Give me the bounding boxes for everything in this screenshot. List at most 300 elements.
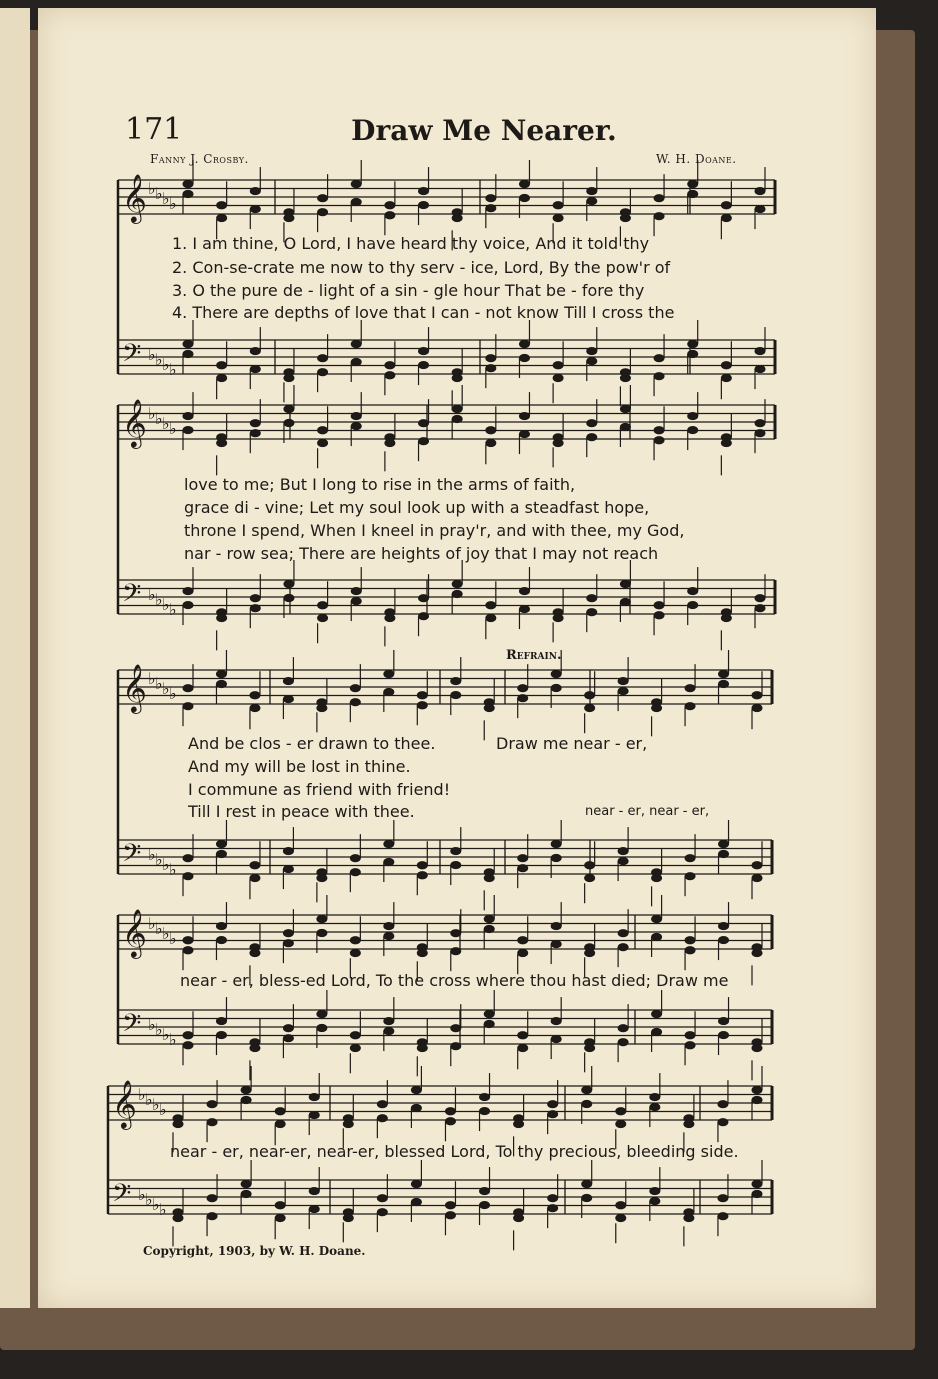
note-head — [652, 874, 662, 881]
flat-sign: ♭ — [145, 1190, 153, 1209]
note-head — [309, 1205, 319, 1212]
note-head — [250, 347, 260, 354]
note-head — [519, 340, 529, 347]
flat-sign: ♭ — [148, 845, 156, 864]
note-head — [216, 840, 226, 847]
note-head — [250, 605, 260, 612]
note-head — [587, 595, 597, 602]
note-head — [250, 420, 260, 427]
note-head — [250, 874, 260, 881]
lyric-verse4-line2: nar - row sea; There are heights of joy that I may not reach — [184, 544, 659, 563]
note-head — [484, 1010, 494, 1017]
note-head — [283, 695, 293, 702]
treble-clef: 𝄞 — [122, 663, 147, 712]
note-head — [551, 1035, 561, 1042]
note-head — [351, 422, 361, 429]
note-head — [385, 212, 395, 219]
note-head — [620, 374, 630, 381]
note-head — [519, 587, 529, 594]
note-head — [411, 1104, 421, 1111]
note-head — [183, 180, 193, 187]
lyric-refrain-line3: near - er, near-er, near-er, blessed Lord, To thy precious, bleeding side. — [170, 1142, 739, 1161]
note-head — [755, 420, 765, 427]
note-head — [518, 937, 528, 944]
lyric-verse1-line2: love to me; But I long to rise in the arms of faith, — [184, 475, 576, 494]
note-head — [518, 865, 528, 872]
note-head — [318, 439, 328, 446]
note-head — [585, 704, 595, 711]
flat-sign: ♭ — [169, 194, 177, 213]
note-head — [417, 1044, 427, 1051]
note-head — [486, 365, 496, 372]
note-head — [719, 1017, 729, 1024]
note-head — [650, 1197, 660, 1204]
note-head — [752, 1044, 762, 1051]
note-head — [721, 374, 731, 381]
note-head — [419, 201, 429, 208]
note-head — [620, 580, 630, 587]
note-head — [183, 685, 193, 692]
note-head — [419, 347, 429, 354]
lyric-refrain-start: Draw me near - er, — [496, 734, 648, 753]
note-head — [688, 190, 698, 197]
note-head — [351, 597, 361, 604]
flat-sign: ♭ — [155, 184, 163, 203]
note-head — [684, 1120, 694, 1127]
note-head — [283, 940, 293, 947]
note-head — [217, 374, 227, 381]
note-head — [718, 1101, 728, 1108]
flat-sign: ♭ — [148, 404, 156, 423]
flat-sign: ♭ — [155, 850, 163, 869]
note-head — [553, 374, 563, 381]
bass-clef: 𝄢 — [122, 839, 142, 874]
lyric-refrain-line2: near - er, bless-ed Lord, To the cross where thou hast died; Draw me — [180, 971, 729, 990]
note-head — [585, 874, 595, 881]
flat-sign: ♭ — [169, 1030, 177, 1049]
note-head — [548, 1205, 558, 1212]
note-head — [719, 922, 729, 929]
note-head — [654, 355, 664, 362]
note-head — [445, 1202, 455, 1209]
note-head — [183, 350, 193, 357]
note-head — [752, 862, 762, 869]
flat-sign: ♭ — [155, 350, 163, 369]
note-head — [618, 930, 628, 937]
note-head — [350, 855, 360, 862]
note-head — [318, 355, 328, 362]
note-head — [384, 858, 394, 865]
flat-sign: ♭ — [169, 600, 177, 619]
note-head — [452, 374, 462, 381]
note-head — [518, 1032, 528, 1039]
note-head — [284, 405, 294, 412]
note-head — [309, 1093, 319, 1100]
hymn-title: Draw Me Nearer. — [351, 114, 617, 147]
note-head — [582, 1100, 592, 1107]
note-head — [318, 602, 328, 609]
note-head — [755, 605, 765, 612]
note-head — [685, 947, 695, 954]
note-head — [616, 1214, 626, 1221]
note-head — [216, 670, 226, 677]
note-head — [618, 944, 628, 951]
note-head — [351, 198, 361, 205]
note-head — [755, 347, 765, 354]
note-head — [250, 430, 260, 437]
treble-clef: 𝄞 — [122, 173, 147, 222]
note-head — [486, 614, 496, 621]
note-head — [284, 594, 294, 601]
note-head — [385, 202, 395, 209]
lyric-verse3-line3: I commune as friend with friend! — [188, 780, 451, 799]
note-head — [183, 340, 193, 347]
note-head — [551, 670, 561, 677]
note-head — [417, 862, 427, 869]
note-head — [519, 412, 529, 419]
note-head — [275, 1214, 285, 1221]
note-head — [350, 1032, 360, 1039]
note-head — [419, 438, 429, 445]
hymn-number: 171 — [125, 112, 183, 147]
lyric-verse2-line3: And my will be lost in thine. — [188, 757, 411, 776]
note-head — [283, 677, 293, 684]
note-head — [684, 1214, 694, 1221]
flat-sign: ♭ — [162, 355, 170, 374]
note-head — [486, 439, 496, 446]
note-head — [384, 688, 394, 695]
note-head — [451, 1043, 461, 1050]
note-head — [173, 1120, 183, 1127]
note-head — [519, 180, 529, 187]
note-head — [685, 1042, 695, 1049]
note-head — [752, 1180, 762, 1187]
note-head — [548, 1195, 558, 1202]
note-head — [351, 587, 361, 594]
note-head — [587, 347, 597, 354]
note-head — [719, 680, 729, 687]
note-head — [548, 1111, 558, 1118]
note-head — [587, 609, 597, 616]
note-head — [351, 412, 361, 419]
note-head — [317, 704, 327, 711]
note-head — [587, 434, 597, 441]
note-head — [216, 1031, 226, 1038]
note-head — [654, 373, 664, 380]
note-head — [654, 602, 664, 609]
note-head — [350, 937, 360, 944]
note-head — [688, 426, 698, 433]
note-head — [217, 614, 227, 621]
note-head — [652, 1028, 662, 1035]
note-head — [719, 936, 729, 943]
note-head — [585, 862, 595, 869]
note-head — [452, 415, 462, 422]
note-head — [183, 601, 193, 608]
note-head — [250, 1044, 260, 1051]
flat-sign: ♭ — [148, 345, 156, 364]
note-head — [752, 874, 762, 881]
note-head — [719, 840, 729, 847]
note-head — [250, 187, 260, 194]
note-head — [250, 205, 260, 212]
note-head — [183, 190, 193, 197]
note-head — [183, 412, 193, 419]
flat-sign: ♭ — [162, 414, 170, 433]
note-head — [582, 1194, 592, 1201]
note-head — [685, 873, 695, 880]
note-head — [411, 1180, 421, 1187]
note-head — [452, 580, 462, 587]
bass-clef: 𝄢 — [122, 579, 142, 614]
note-head — [685, 703, 695, 710]
note-head — [385, 362, 395, 369]
note-head — [207, 1101, 217, 1108]
note-head — [309, 1187, 319, 1194]
note-head — [351, 358, 361, 365]
note-head — [654, 437, 664, 444]
note-head — [216, 1017, 226, 1024]
note-head — [283, 1025, 293, 1032]
note-head — [384, 840, 394, 847]
flat-sign: ♭ — [152, 1095, 160, 1114]
note-head — [721, 439, 731, 446]
note-head — [317, 1010, 327, 1017]
note-head — [620, 214, 630, 221]
note-head — [318, 195, 328, 202]
note-head — [250, 949, 260, 956]
note-head — [216, 850, 226, 857]
note-head — [318, 614, 328, 621]
note-head — [241, 1086, 251, 1093]
note-head — [652, 1010, 662, 1017]
lyric-verse1-line3: And be clos - er drawn to thee. — [188, 734, 436, 753]
note-head — [688, 180, 698, 187]
flat-sign: ♭ — [162, 924, 170, 943]
note-head — [719, 850, 729, 857]
note-head — [411, 1198, 421, 1205]
refrain-label: Refrain. — [506, 648, 562, 663]
note-head — [688, 340, 698, 347]
note-head — [518, 685, 528, 692]
flat-sign: ♭ — [169, 929, 177, 948]
flat-sign: ♭ — [162, 1025, 170, 1044]
treble-clef: 𝄞 — [112, 1079, 137, 1128]
note-head — [654, 427, 664, 434]
note-head — [350, 1044, 360, 1051]
note-head — [551, 684, 561, 691]
note-head — [217, 202, 227, 209]
note-head — [755, 430, 765, 437]
note-head — [618, 847, 628, 854]
note-head — [519, 605, 529, 612]
note-head — [618, 1025, 628, 1032]
note-head — [250, 365, 260, 372]
note-head — [486, 355, 496, 362]
note-head — [553, 362, 563, 369]
note-head — [484, 874, 494, 881]
note-head — [318, 427, 328, 434]
note-head — [652, 915, 662, 922]
note-head — [587, 357, 597, 364]
note-head — [417, 872, 427, 879]
flat-sign: ♭ — [155, 1020, 163, 1039]
note-head — [183, 426, 193, 433]
note-head — [250, 595, 260, 602]
bass-clef: 𝄢 — [122, 339, 142, 374]
note-head — [582, 1086, 592, 1093]
flat-sign: ♭ — [152, 1195, 160, 1214]
flat-sign: ♭ — [138, 1185, 146, 1204]
note-head — [384, 1027, 394, 1034]
note-head — [519, 354, 529, 361]
lyric-verse2-line2: grace di - vine; Let my soul look up with a steadfast hope, — [184, 498, 650, 517]
flat-sign: ♭ — [148, 1015, 156, 1034]
flat-sign: ♭ — [162, 679, 170, 698]
note-head — [719, 1031, 729, 1038]
note-head — [452, 405, 462, 412]
flat-sign: ♭ — [148, 585, 156, 604]
lyric-refrain-bass: near - er, near - er, — [585, 804, 710, 819]
note-head — [283, 847, 293, 854]
note-head — [317, 874, 327, 881]
note-head — [587, 187, 597, 194]
note-head — [275, 1202, 285, 1209]
lyric-verse1-line1: 1. I am thine, O Lord, I have heard thy voice, And it told thy — [172, 234, 650, 253]
note-head — [721, 202, 731, 209]
note-head — [616, 1108, 626, 1115]
note-head — [486, 205, 496, 212]
note-head — [217, 214, 227, 221]
note-head — [419, 361, 429, 368]
note-head — [616, 1120, 626, 1127]
note-head — [451, 677, 461, 684]
note-head — [587, 420, 597, 427]
bass-clef: 𝄢 — [112, 1179, 132, 1214]
copyright-notice: Copyright, 1903, by W. H. Doane. — [143, 1244, 366, 1258]
note-head — [553, 614, 563, 621]
flat-sign: ♭ — [148, 669, 156, 688]
note-head — [250, 704, 260, 711]
flat-sign: ♭ — [169, 860, 177, 879]
note-head — [685, 855, 695, 862]
note-head — [451, 948, 461, 955]
flat-sign: ♭ — [159, 1200, 167, 1219]
note-head — [183, 1032, 193, 1039]
note-head — [755, 365, 765, 372]
note-head — [350, 949, 360, 956]
note-head — [419, 187, 429, 194]
note-head — [519, 194, 529, 201]
note-head — [284, 580, 294, 587]
note-head — [317, 915, 327, 922]
lyric-verse4-line3: Till I rest in peace with thee. — [188, 802, 415, 821]
flat-sign: ♭ — [162, 855, 170, 874]
note-head — [350, 699, 360, 706]
note-head — [377, 1195, 387, 1202]
note-head — [486, 427, 496, 434]
note-head — [548, 1101, 558, 1108]
note-head — [585, 949, 595, 956]
note-head — [250, 692, 260, 699]
note-head — [688, 350, 698, 357]
note-head — [518, 695, 528, 702]
note-head — [551, 1017, 561, 1024]
note-head — [718, 1195, 728, 1202]
note-head — [377, 1101, 387, 1108]
note-head — [652, 704, 662, 711]
note-head — [585, 692, 595, 699]
note-head — [480, 1187, 490, 1194]
treble-clef: 𝄞 — [122, 398, 147, 447]
note-head — [207, 1119, 217, 1126]
flat-sign: ♭ — [148, 179, 156, 198]
note-head — [718, 1213, 728, 1220]
note-head — [275, 1120, 285, 1127]
note-head — [752, 1190, 762, 1197]
note-head — [445, 1118, 455, 1125]
note-head — [553, 214, 563, 221]
flat-sign: ♭ — [138, 1085, 146, 1104]
note-head — [284, 419, 294, 426]
note-head — [518, 949, 528, 956]
flat-sign: ♭ — [169, 419, 177, 438]
note-head — [284, 214, 294, 221]
note-head — [721, 614, 731, 621]
note-head — [518, 855, 528, 862]
note-head — [317, 929, 327, 936]
note-head — [217, 439, 227, 446]
flat-sign: ♭ — [169, 360, 177, 379]
note-head — [283, 930, 293, 937]
note-head — [755, 595, 765, 602]
note-head — [618, 857, 628, 864]
note-head — [377, 1115, 387, 1122]
lyric-verse3-line1: 3. O the pure de - light of a sin - gle hour That be - fore thy — [172, 281, 645, 300]
note-head — [351, 340, 361, 347]
note-head — [451, 861, 461, 868]
note-head — [650, 1103, 660, 1110]
note-head — [183, 1042, 193, 1049]
note-head — [718, 1119, 728, 1126]
note-head — [486, 602, 496, 609]
note-head — [484, 915, 494, 922]
note-head — [685, 685, 695, 692]
note-head — [519, 430, 529, 437]
note-head — [275, 1108, 285, 1115]
note-head — [553, 439, 563, 446]
note-head — [351, 180, 361, 187]
note-head — [514, 1214, 524, 1221]
note-head — [216, 936, 226, 943]
note-head — [551, 922, 561, 929]
note-head — [451, 691, 461, 698]
note-head — [419, 613, 429, 620]
flat-sign: ♭ — [159, 1100, 167, 1119]
note-head — [654, 612, 664, 619]
note-head — [183, 587, 193, 594]
note-head — [752, 704, 762, 711]
note-head — [385, 372, 395, 379]
bass-clef: 𝄢 — [122, 1009, 142, 1044]
note-head — [618, 1039, 628, 1046]
note-head — [350, 685, 360, 692]
note-head — [752, 1086, 762, 1093]
note-head — [417, 949, 427, 956]
note-head — [384, 670, 394, 677]
note-head — [752, 692, 762, 699]
note-head — [419, 595, 429, 602]
